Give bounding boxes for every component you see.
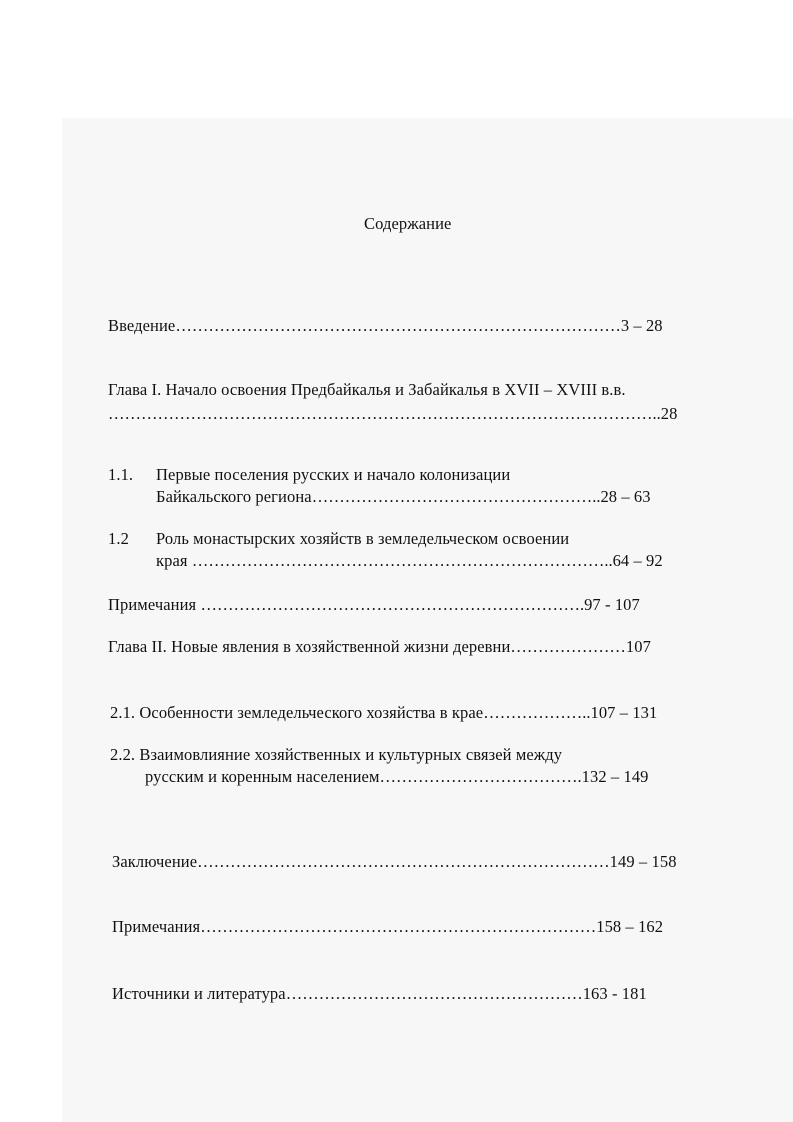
- toc-entry-pages: 64 – 92: [612, 551, 663, 570]
- toc-entry-text: 2.2. Взаимовлияние хозяйственных и культурных связей между: [110, 745, 563, 764]
- toc-entry-text: Роль монастырских хозяйств в земледельческом освоении: [156, 529, 570, 548]
- toc-entry-leader: ………………………………………………: [285, 984, 583, 1003]
- toc-entry-section-2-1: [110, 703, 657, 723]
- toc-entry-pages: 158 – 162: [596, 917, 664, 936]
- toc-entry-number: 1.1.: [108, 465, 134, 484]
- toc-entry-text: Примечания: [112, 917, 201, 936]
- toc-entry-leader: …………………: [510, 637, 626, 656]
- toc-entry-leader: ………………………………………………………………………………………..: [108, 404, 661, 423]
- toc-entry-pages: 132 – 149: [581, 767, 649, 786]
- toc-entry-introduction: [108, 316, 663, 336]
- toc-entry-chapter-1-pages: [108, 404, 677, 424]
- toc-entry-pages: 107 – 131: [590, 703, 658, 722]
- toc-entry-chapter-2: [108, 637, 651, 657]
- toc-entry-leader: ………………………………………………………………………: [175, 316, 621, 335]
- toc-entry-text: Источники и литература: [112, 984, 286, 1003]
- toc-entry-pages: 3 – 28: [620, 316, 663, 335]
- toc-entry-pages: 28: [660, 404, 678, 423]
- toc-entry-leader: ……………………………………………..: [311, 487, 601, 506]
- toc-entry-section-1-1-pages: [156, 487, 651, 507]
- toc-entry-section-1-1: [108, 465, 510, 485]
- toc-entry-text: Глава I. Начало освоения Предбайкалья и Забайкалья в XVII – XVIII в.в.: [108, 380, 626, 399]
- toc-entry-section-2-2-pages: [145, 767, 649, 787]
- toc-entry-text: Первые поселения русских и начало колонизации: [156, 465, 511, 484]
- toc-entry-leader: …………………………………………………………………: [197, 852, 610, 871]
- toc-entry-leader: ……………………………….: [379, 767, 582, 786]
- toc-entry-chapter-1: [108, 380, 626, 400]
- toc-entry-text: русским и коренным населением: [145, 767, 380, 786]
- toc-entry-sources: [112, 984, 647, 1004]
- toc-entry-text: Заключение: [112, 852, 198, 871]
- toc-entry-notes-1: [108, 595, 640, 615]
- toc-entry-text: Введение: [108, 316, 176, 335]
- toc-entry-text: края: [156, 551, 192, 570]
- toc-entry-notes-2: [112, 917, 663, 937]
- toc-entry-section-1-2: [108, 529, 569, 549]
- toc-entry-leader: ………………..: [483, 703, 591, 722]
- toc-entry-pages: 28 – 63: [600, 487, 651, 506]
- toc-entry-pages: 163 - 181: [582, 984, 647, 1003]
- toc-entry-leader: …………………………………………………………………..: [191, 551, 613, 570]
- toc-entry-pages: 107: [625, 637, 651, 656]
- toc-entry-text: Байкальского региона: [156, 487, 312, 506]
- toc-entry-text: Глава II. Новые явления в хозяйственной жизни деревни: [108, 637, 511, 656]
- toc-entry-text: 2.1. Особенности земледельческого хозяйства в крае: [110, 703, 484, 722]
- toc-entry-conclusion: [112, 852, 677, 872]
- page-title: Содержание: [364, 214, 452, 233]
- toc-entry-section-1-2-pages: [156, 551, 663, 571]
- toc-entry-leader: …………………………………………………………….: [200, 595, 585, 614]
- toc-entry-number: 1.2: [108, 529, 129, 548]
- toc-entry-section-2-2: [110, 745, 562, 765]
- toc-entry-leader: ………………………………………………………………: [200, 917, 597, 936]
- toc-entry-pages: 97 - 107: [584, 595, 640, 614]
- toc-entry-text: Примечания: [108, 595, 201, 614]
- toc-entry-pages: 149 – 158: [609, 852, 677, 871]
